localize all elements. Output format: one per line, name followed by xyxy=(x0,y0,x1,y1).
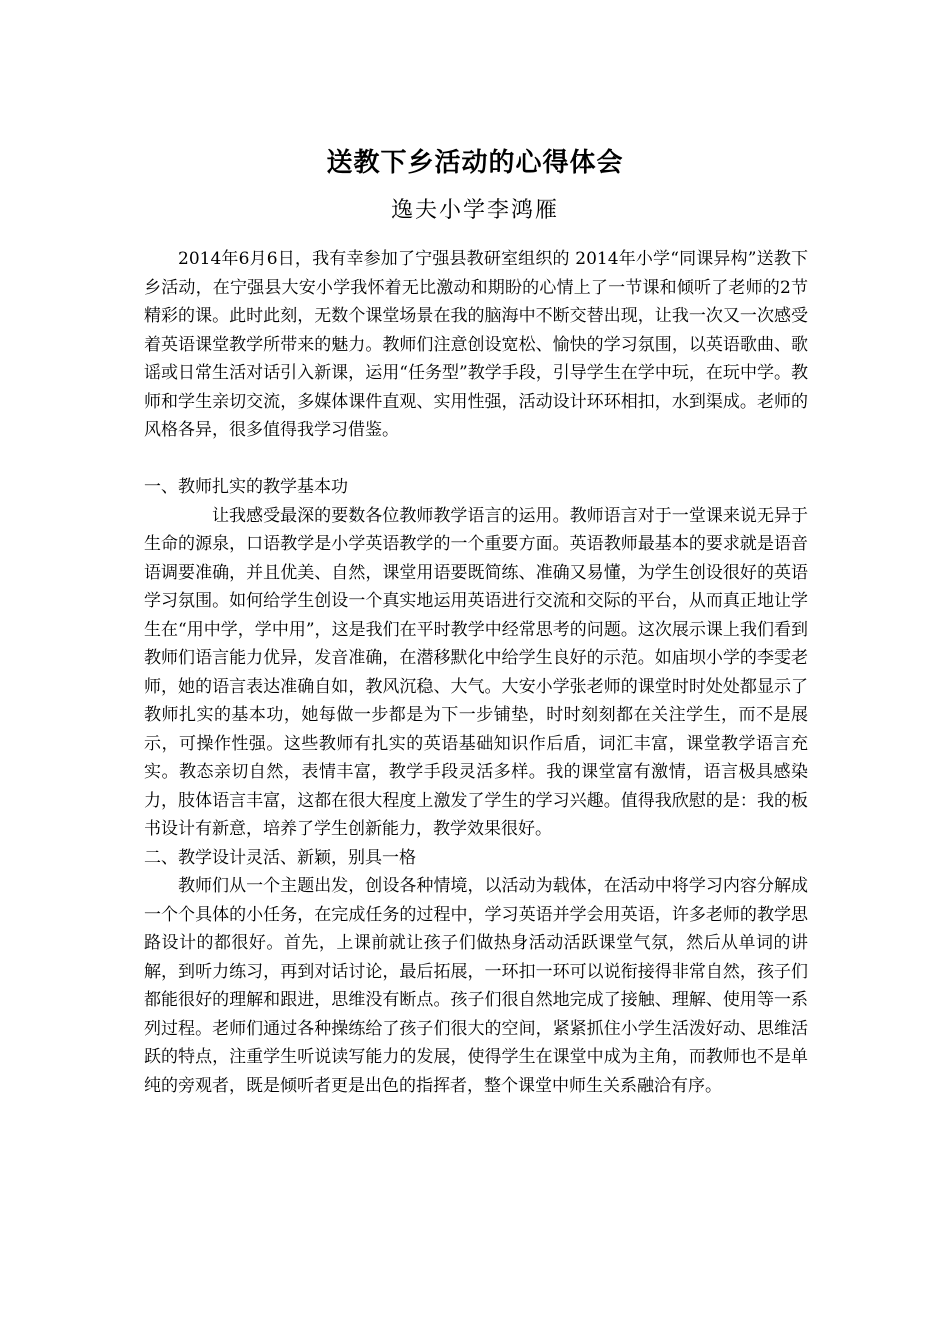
document-title: 送教下乡活动的心得体会 xyxy=(326,148,624,178)
section-paragraph-2: 教师们从一个主题出发，创设各种情境，以活动为载体，在活动中将学习内容分解成一个个具体的小任务，在完成任务的过程中，学习英语并学会用英语，许多老师的教学思路设计的都很好。首先，上课前就让孩子们做热身活动活跃课堂气氛，然后从单词的讲解，到听力练习，再到对话讨论，最后拓展，一环扣一环可以说衔接得非常自然，孩子们都能很好的理解和跟进，思维没有断点。孩子们很自然地完成了接触、理解、使用等一系列过程。老师们通过各种操练给了孩子们很大的空间，紧紧抓住小学生活泼好动、思维活跃的特点，注重学生听说读写能力的发展，使得学生在课堂中成为主角，而教师也不是单纯的旁观者，既是倾听者更是出色的指挥者，整个课堂中师生关系融洽有序。 xyxy=(144,876,808,1096)
document-author: 逸夫小学李鸿雁 xyxy=(390,198,559,223)
section-paragraph-1: 让我感受最深的要数各位教师教学语言的运用。教师语言对于一堂课来说无异于生命的源泉，口语教学是小学英语教学的一个重要方面。英语教师最基本的要求就是语音语调要准确，并且优美、自然，课堂用语要既简练、准确又易懂，为学生创设很好的英语学习氛围。如何给学生创设一个真实地运用英语进行交流和交际的平台，从而真正地让学生在“用中学，学中用”，这是我们在平时教学中经常思考的问题。这次展示课上我们看到教师们语言能力优异，发音准确，在潜移默化中给学生良好的示范。如庙坝小学的李雯老师，她的语言表达准确自如，教风沉稳、大气。大安小学张老师的课堂时时处处都显示了教师扎实的基本功，她每做一步都是为下一步铺垫，时时刻刻都在关注学生，而不是展示，可操作性强。这些教师有扎实的英语基础知识作后盾，词汇丰富，课堂教学语言充实。教态亲切自然，表情丰富，教学手段灵活多样。我的课堂富有激情，语言极具感染力，肢体语言丰富，这都在很大程度上激发了学生的学习兴趣。值得我欣慰的是：我的板书设计有新意，培养了学生创新能力，教学效果很好。 xyxy=(144,505,808,839)
section-heading-2: 二、教学设计灵活、新颖，别具一格 xyxy=(144,847,416,868)
document-body xyxy=(144,245,808,1100)
intro-paragraph: 2014年6月6日，我有幸参加了宁强县教研室组织的 2014年小学“同课异构”送教下乡活动，在宁强县大安小学我怀着无比激动和期盼的心情上了一节课和倾听了老师的2节精彩的课。此时此刻，无数个课堂场景在我的脑海中不断交替出现，让我一次又一次感受着英语课堂教学所带来的魅力。教师们注意创设宽松、愉快的学习氛围，以英语歌曲、歌谣或日常生活对话引入新课，运用“任务型”教学手段，引导学生在学中玩，在玩中学。教师和学生亲切交流，多媒体课件直观、实用性强，活动设计环环相扣，水到渠成。老师的风格各异，很多值得我学习借鉴。 xyxy=(144,249,808,440)
section-heading-1: 一、教师扎实的教学基本功 xyxy=(144,477,348,497)
